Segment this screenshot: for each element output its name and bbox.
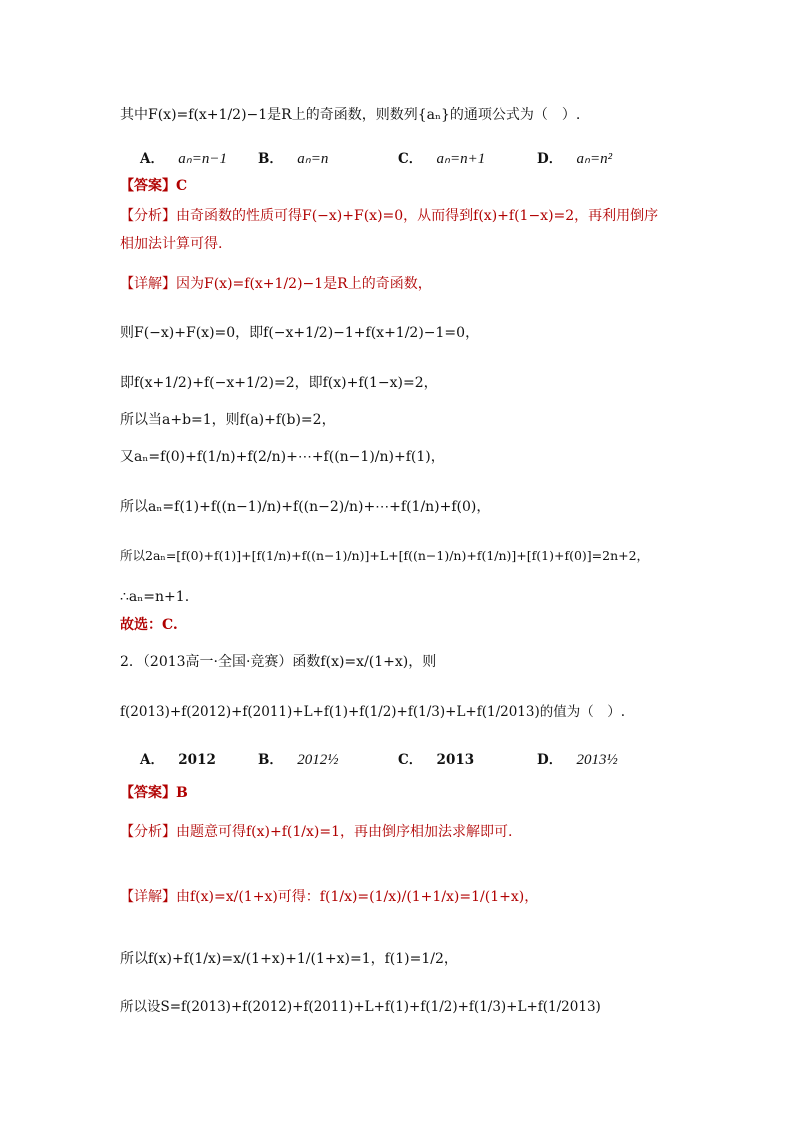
q1-step-6: 所以2aₙ=[f(0)+f(1)]+[f(1/n)+f((n−1)/n)]+L+[f((n−1)/n)+f(1/n)]+[f(1)+f(0)]=2n+2， [120, 548, 650, 563]
q1-step-3: 所以当a+b=1，则f(a)+f(b)=2， [120, 412, 336, 428]
q1-step-4: 又aₙ=f(0)+f(1/n)+f(2/n)+⋯+f((n−1)/n)+f(1)， [120, 449, 445, 465]
q2-option-b[interactable] [258, 748, 338, 769]
q1-step-2: 即f(x+1/2)+f(−x+1/2)=2，即f(x)+f(1−x)=2， [120, 375, 438, 391]
q1-stem: 其中F(x)=f(x+1/2)−1是R上的奇函数，则数列{aₙ}的通项公式为（ ）. [120, 107, 581, 123]
q1-analysis-cont: 相加法计算可得. [120, 236, 223, 252]
q1-conclusion: ∴aₙ=n+1. [120, 589, 190, 605]
option-label: B． [258, 151, 283, 167]
option-label: D． [537, 151, 563, 167]
q2-expression: f(2013)+f(2012)+f(2011)+L+f(1)+f(1/2)+f(1/3)+L+f(1/2013)的值为（ ）. [120, 704, 626, 720]
option-label: A． [140, 752, 164, 768]
option-text: aₙ=n² [576, 151, 613, 167]
option-text: 2013½ [576, 752, 618, 768]
option-label: A． [140, 151, 164, 167]
option-text: 2012 [178, 752, 216, 768]
option-label: D． [537, 752, 563, 768]
option-label: C． [398, 752, 423, 768]
option-text: aₙ=n−1 [178, 151, 228, 167]
q1-answer: 【答案】C [120, 178, 188, 194]
q2-option-d[interactable] [537, 748, 618, 769]
q2-step-2: 所以设S=f(2013)+f(2012)+f(2011)+L+f(1)+f(1/2)+f(1/3)+L+f(1/2013) [120, 999, 601, 1015]
q2-step-1: 所以f(x)+f(1/x)=x/(1+x)+1/(1+x)=1，f(1)=1/2， [120, 951, 458, 967]
q2-option-a[interactable] [140, 748, 216, 768]
option-text: 2013 [436, 752, 475, 768]
q1-choice: 故选：C. [120, 617, 178, 633]
q1-option-b[interactable] [258, 147, 328, 168]
q1-detail: 【详解】因为F(x)=f(x+1/2)−1是R上的奇函数， [120, 276, 432, 292]
q1-option-c[interactable] [398, 147, 485, 168]
q2-stem: 2．（2013高一·全国·竞赛）函数f(x)=x/(1+x)，则 [120, 654, 437, 670]
q2-answer: 【答案】B [120, 785, 188, 801]
q2-detail: 【详解】由f(x)=x/(1+x)可得：f(1/x)=(1/x)/(1+1/x)=1/(1+x)， [120, 889, 539, 905]
option-label: B． [258, 752, 283, 768]
option-text: aₙ=n+1 [436, 151, 486, 167]
q2-option-c[interactable] [398, 748, 474, 768]
option-text: aₙ=n [297, 151, 329, 167]
q1-option-d[interactable] [537, 147, 612, 168]
option-label: C． [398, 151, 423, 167]
q1-analysis: 【分析】由奇函数的性质可得F(−x)+F(x)=0，从而得到f(x)+f(1−x)=2，再利用倒序 [120, 208, 659, 224]
option-text: 2012½ [297, 752, 339, 768]
q1-step-5: 所以aₙ=f(1)+f((n−1)/n)+f((n−2)/n)+⋯+f(1/n)+f(0)， [120, 499, 491, 515]
q2-analysis: 【分析】由题意可得f(x)+f(1/x)=1，再由倒序相加法求解即可. [120, 824, 513, 840]
q1-option-a[interactable] [140, 147, 227, 168]
q1-step-1: 则F(−x)+F(x)=0，即f(−x+1/2)−1+f(x+1/2)−1=0， [120, 325, 480, 341]
